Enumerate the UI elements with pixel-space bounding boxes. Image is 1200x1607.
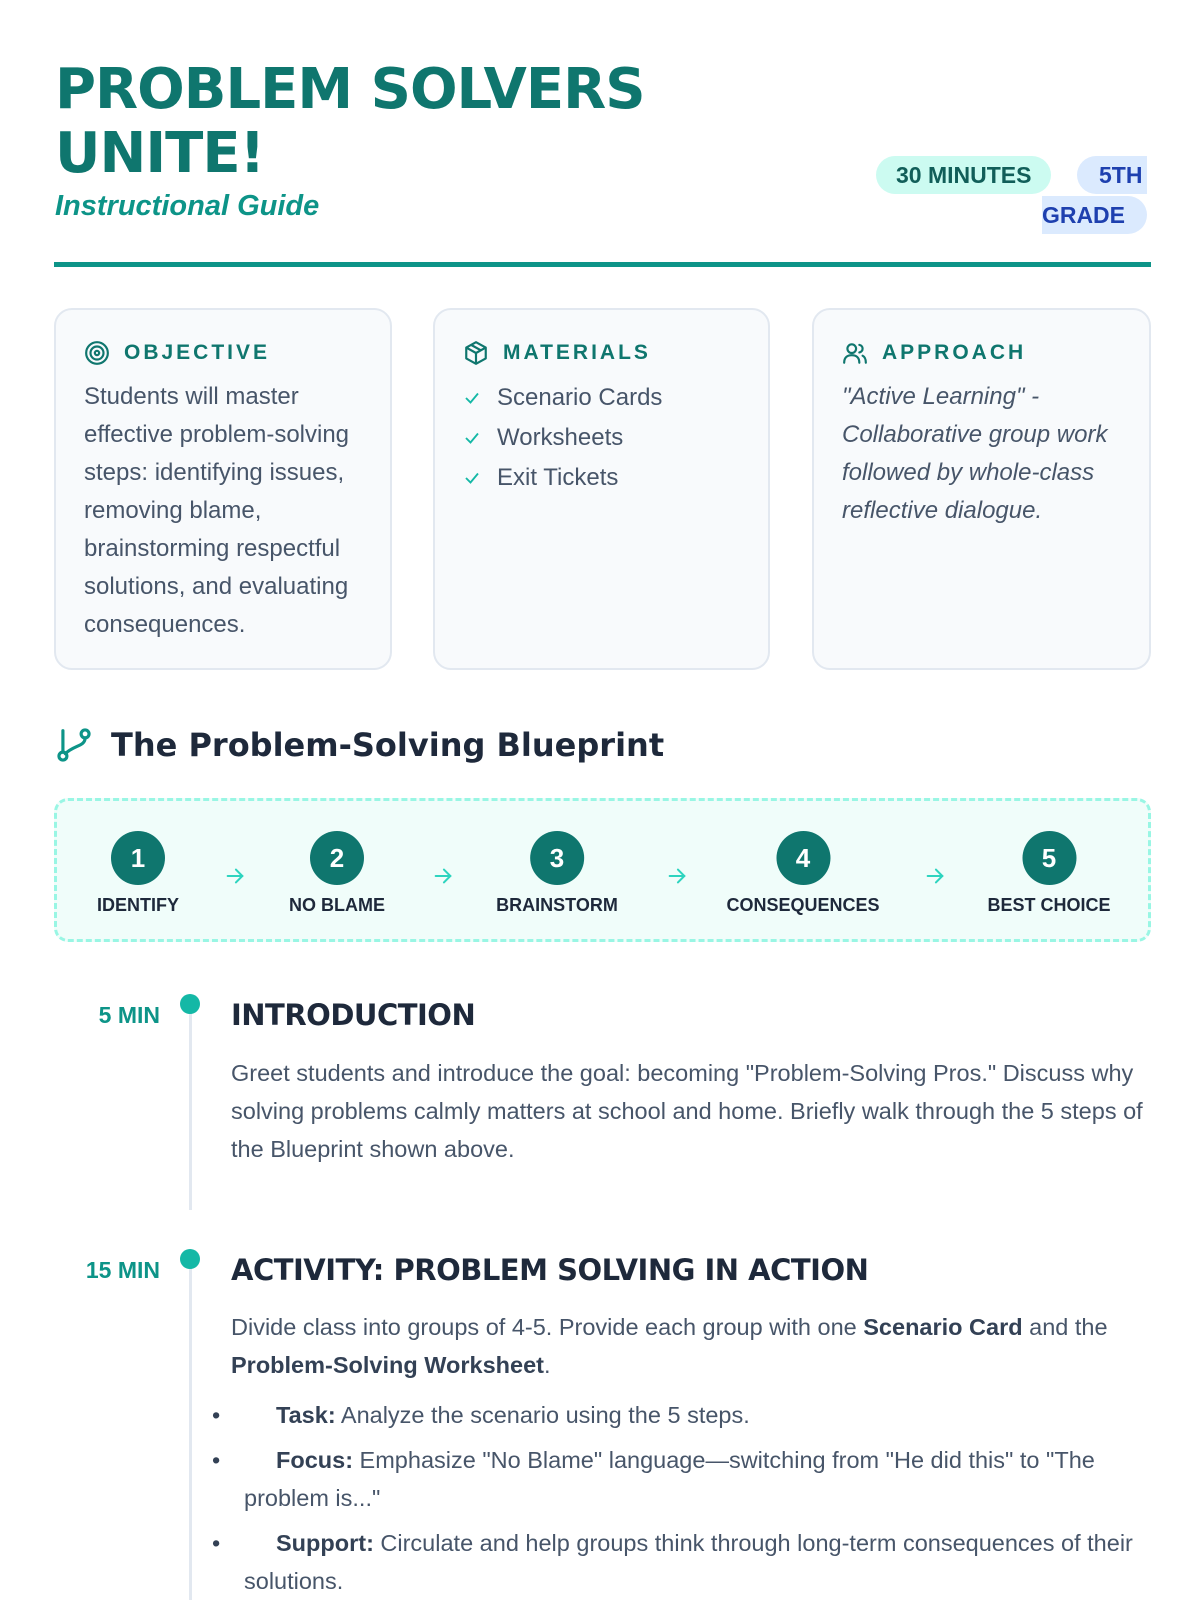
page-title: PROBLEM SOLVERS UNITE!: [55, 57, 645, 186]
objective-text: Students will master effective problem-solving steps: identifying issues, removing blame, brainstorming respectful solutions, and evaluating consequences.: [84, 383, 350, 638]
segment-body: Greet students and introduce the goal: becoming "Problem-Solving Pros." Discuss why solving problems calmly matters at school and home. Briefly walk through the 5 steps of the Blueprint shown above.: [231, 1060, 1143, 1162]
blueprint-flow: [54, 798, 1151, 942]
materials-list: [463, 378, 742, 498]
bullet-label: Focus:: [276, 1447, 354, 1473]
approach-title: APPROACH: [882, 341, 1027, 364]
step-number: 2: [310, 831, 364, 885]
list-item: [244, 1441, 1164, 1517]
body-text: Divide class into groups of 4-5. Provide each group with one: [231, 1314, 864, 1340]
list-item: [463, 418, 742, 458]
materials-card: [433, 308, 770, 670]
bullet-label: Support:: [276, 1530, 374, 1556]
approach-text: "Active Learning" - Collaborative group work followed by whole-class reflective dialogue.: [842, 383, 1108, 524]
bullet-text: Circulate and help groups think through long-term consequences of their solutions.: [244, 1530, 1133, 1594]
blueprint-step: [97, 831, 179, 916]
objective-card: [54, 308, 392, 670]
blueprint-title: The Problem-Solving Blueprint: [111, 726, 665, 764]
step-label: CONSEQUENCES: [726, 895, 880, 915]
list-item: [463, 378, 742, 418]
step-number: 3: [530, 831, 584, 885]
bullet-text: Analyze the scenario using the 5 steps.: [335, 1402, 750, 1428]
step-number: 5: [1022, 831, 1076, 885]
duration-badge: 30 MINUTES: [876, 156, 1051, 194]
segment-body: [231, 1308, 1151, 1384]
timeline-dot: [180, 1249, 200, 1269]
check-icon: [463, 389, 481, 407]
list-item: [244, 1396, 1164, 1434]
grade-badge-line2: GRADE: [1042, 196, 1147, 234]
body-bold-text: Scenario Card: [863, 1314, 1023, 1340]
blueprint-heading: [55, 726, 664, 764]
body-bold-text: Problem-Solving Worksheet: [231, 1352, 544, 1378]
bullet-text: Emphasize "No Blame" language—switching from "He did this" to "The problem is...": [244, 1447, 1095, 1511]
check-icon: [463, 469, 481, 487]
step-label: IDENTIFY: [96, 895, 180, 915]
segment-time: 5 MIN: [98, 1002, 160, 1028]
target-icon: [84, 340, 110, 366]
step-label: BEST CHOICE: [987, 895, 1111, 915]
objective-title: OBJECTIVE: [124, 341, 271, 364]
segment-title: INTRODUCTION: [231, 998, 476, 1032]
box-icon: [463, 340, 489, 366]
materials-title: MATERIALS: [503, 341, 651, 364]
blueprint-step: [289, 831, 385, 916]
step-number: 4: [776, 831, 830, 885]
body-text: .: [543, 1352, 551, 1378]
step-label: NO BLAME: [289, 895, 385, 915]
step-label: BRAINSTORM: [496, 895, 618, 915]
check-icon: [463, 429, 481, 447]
blueprint-step: [496, 831, 618, 916]
segment-title: ACTIVITY: PROBLEM SOLVING IN ACTION: [231, 1253, 869, 1287]
list-item: [244, 1524, 1164, 1600]
material-label: Scenario Cards: [497, 384, 663, 411]
blueprint-step: [987, 831, 1110, 916]
arrow-right-icon: [224, 865, 246, 887]
blueprint-step: [726, 831, 879, 916]
timeline-dot: [180, 994, 200, 1014]
users-icon: [842, 340, 868, 366]
approach-card: [812, 308, 1151, 670]
list-item: [463, 458, 742, 498]
git-branch-icon: [55, 726, 93, 764]
page-subtitle: Instructional Guide: [55, 190, 320, 222]
timeline-line: [189, 1010, 192, 1210]
grade-badge-line1: 5TH: [1077, 156, 1147, 194]
arrow-right-icon: [924, 865, 946, 887]
body-text: and the: [1022, 1314, 1108, 1340]
material-label: Exit Tickets: [497, 464, 619, 491]
step-number: 1: [111, 831, 165, 885]
arrow-right-icon: [666, 865, 688, 887]
bullet-label: Task:: [276, 1402, 336, 1428]
timeline-line: [189, 1265, 192, 1600]
header-divider: [54, 262, 1151, 267]
material-label: Worksheets: [497, 424, 624, 451]
arrow-right-icon: [432, 865, 454, 887]
segment-time: 15 MIN: [85, 1257, 160, 1283]
activity-bullets: [244, 1396, 1164, 1607]
